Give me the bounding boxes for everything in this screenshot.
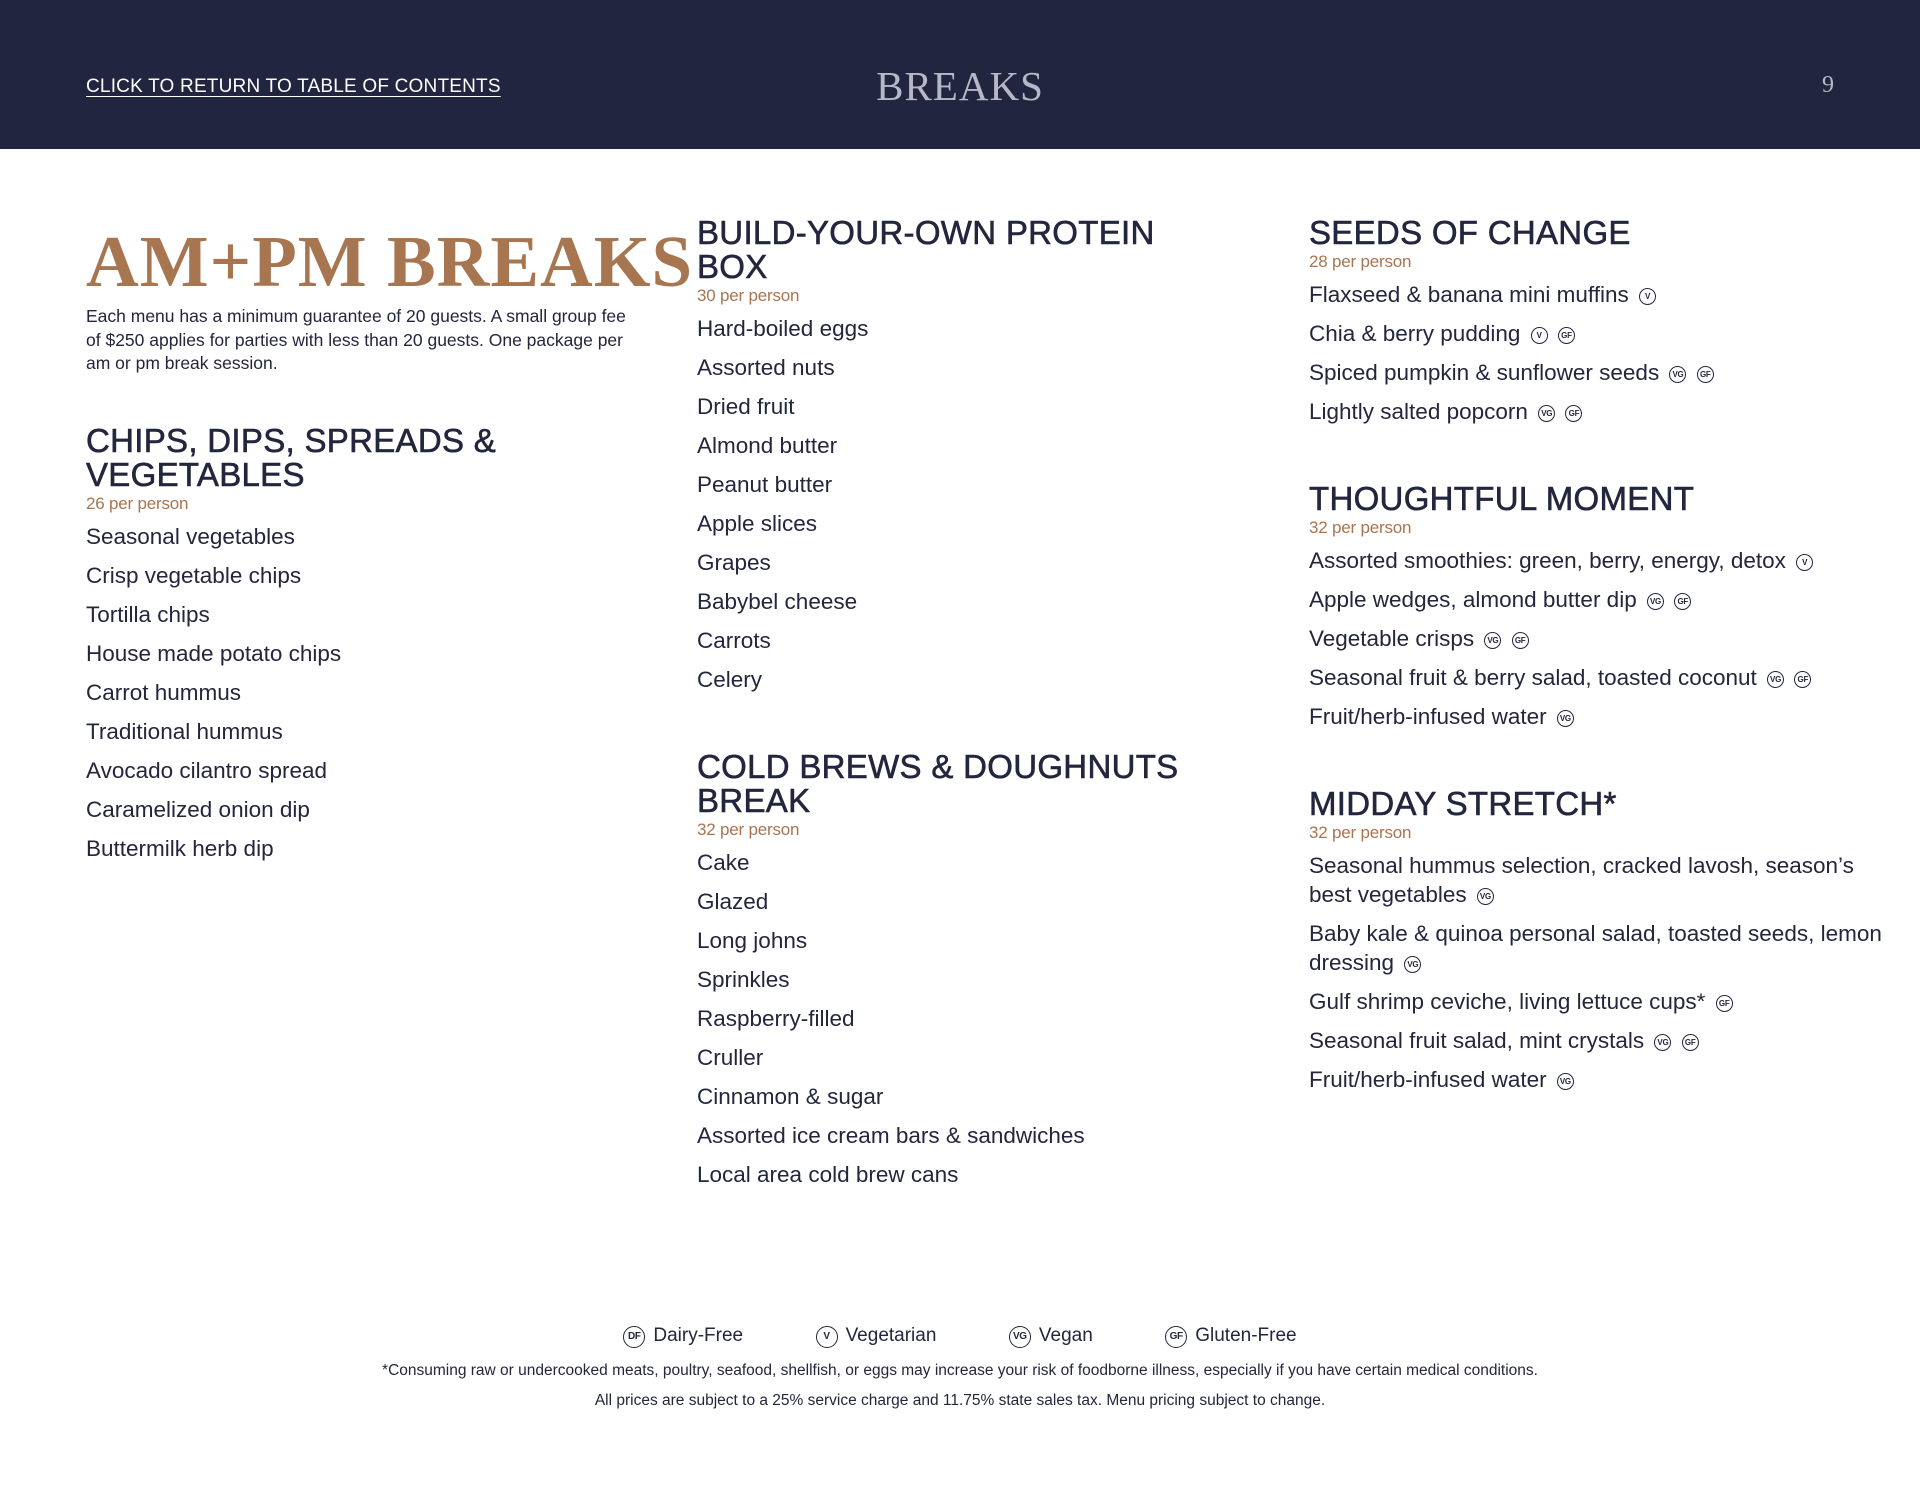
section-price: 32 per person <box>1309 823 1412 842</box>
vegetarian-icon: V <box>1639 288 1656 305</box>
menu-item-text: Grapes <box>697 550 771 575</box>
section-title: COLD BREWS & DOUGHNUTS BREAK <box>697 748 1179 819</box>
menu-item-text: Spiced pumpkin & sunflower seeds <box>1309 360 1660 385</box>
item-list <box>1309 851 1889 1094</box>
page-number: 9 <box>1822 72 1834 98</box>
menu-item <box>1309 663 1889 692</box>
vegan-icon: VG <box>1557 710 1574 727</box>
menu-item <box>1309 546 1889 575</box>
menu-item <box>86 678 646 707</box>
gluten-free-icon: GF <box>1565 405 1582 422</box>
section-midday-stretch <box>1309 787 1889 1104</box>
dietary-legend <box>0 1325 1920 1348</box>
legend-label: Dairy-Free <box>653 1325 744 1346</box>
menu-item-text: Seasonal vegetables <box>86 524 295 549</box>
gluten-free-icon: GF <box>1697 366 1714 383</box>
menu-item <box>1309 397 1889 426</box>
vegan-icon: VG <box>1477 888 1494 905</box>
vegan-icon: VG <box>1767 671 1784 688</box>
vegan-icon: VG <box>1654 1034 1671 1051</box>
menu-item <box>697 1004 1227 1033</box>
menu-item <box>697 509 1227 538</box>
legend-label: Vegan <box>1038 1325 1093 1346</box>
toc-link[interactable]: CLICK TO RETURN TO TABLE OF CONTENTS <box>86 76 501 97</box>
menu-item <box>697 926 1227 955</box>
item-list <box>697 848 1227 1189</box>
menu-item <box>1309 319 1889 348</box>
menu-item <box>86 756 646 785</box>
gluten-free-icon: GF <box>1558 327 1575 344</box>
section-title: THOUGHTFUL MOMENT <box>1309 480 1695 517</box>
dairy-free-icon: DF <box>623 1326 645 1348</box>
menu-item <box>1309 919 1889 977</box>
menu-item <box>697 353 1227 382</box>
menu-item <box>697 1043 1227 1072</box>
section-title: BUILD-YOUR-OWN PROTEIN BOX <box>697 214 1155 285</box>
menu-item-text: Raspberry-filled <box>697 1006 855 1031</box>
vegan-icon: VG <box>1009 1326 1031 1348</box>
section-title: MIDDAY STRETCH* <box>1309 785 1617 822</box>
menu-item <box>86 600 646 629</box>
raw-food-footnote: *Consuming raw or undercooked meats, poultry, seafood, shellfish, or eggs may increase your risk of foodborne illness, especially if you have certain medical conditions. <box>382 1362 1538 1379</box>
menu-item <box>697 587 1227 616</box>
section-price: 32 per person <box>697 820 800 839</box>
menu-item <box>697 1121 1227 1150</box>
section-title: CHIPS, DIPS, SPREADS & VEGETABLES <box>86 422 497 493</box>
menu-item <box>697 965 1227 994</box>
menu-item <box>86 639 646 668</box>
menu-item-text: Caramelized onion dip <box>86 797 310 822</box>
legend-item-vegetarian <box>816 1325 937 1348</box>
section-chips <box>86 424 646 873</box>
menu-item-text: Fruit/herb-infused water <box>1309 1067 1547 1092</box>
menu-item <box>1309 624 1889 653</box>
menu-item-text: Lightly salted popcorn <box>1309 399 1528 424</box>
menu-item <box>86 834 646 863</box>
gluten-free-icon: GF <box>1165 1326 1187 1348</box>
menu-item <box>697 470 1227 499</box>
menu-item <box>697 1160 1227 1189</box>
vegan-icon: VG <box>1484 632 1501 649</box>
section-protein-box <box>697 216 1227 704</box>
menu-item <box>697 1082 1227 1111</box>
menu-item-text: Baby kale & quinoa personal salad, toasted seeds, lemon dressing <box>1309 921 1882 975</box>
menu-item-text: Avocado cilantro spread <box>86 758 327 783</box>
menu-item-text: Celery <box>697 667 763 692</box>
section-price: 26 per person <box>86 494 189 513</box>
menu-item-text: Fruit/herb-infused water <box>1309 704 1547 729</box>
menu-item <box>86 795 646 824</box>
menu-item-text: Cruller <box>697 1045 764 1070</box>
legend-label: Gluten-Free <box>1195 1325 1297 1346</box>
menu-item <box>1309 702 1889 731</box>
legend-label: Vegetarian <box>845 1325 937 1346</box>
menu-item-text: Long johns <box>697 928 808 953</box>
section-price: 30 per person <box>697 286 800 305</box>
menu-item <box>1309 1065 1889 1094</box>
menu-item <box>1309 358 1889 387</box>
gluten-free-icon: GF <box>1674 593 1691 610</box>
section-title: SEEDS OF CHANGE <box>1309 214 1631 251</box>
item-list <box>86 522 646 863</box>
menu-item-text: Babybel cheese <box>697 589 858 614</box>
vegan-icon: VG <box>1404 956 1421 973</box>
menu-item <box>697 314 1227 343</box>
menu-item <box>86 522 646 551</box>
menu-item <box>697 392 1227 421</box>
item-list <box>1309 546 1889 731</box>
vegan-icon: VG <box>1557 1073 1574 1090</box>
menu-item-text: Peanut butter <box>697 472 833 497</box>
menu-item <box>697 665 1227 694</box>
menu-item <box>1309 1026 1889 1055</box>
menu-item-text: House made potato chips <box>86 641 342 666</box>
menu-item-text: Assorted smoothies: green, berry, energy, detox <box>1309 548 1786 573</box>
menu-item <box>1309 585 1889 614</box>
menu-item-text: Almond butter <box>697 433 838 458</box>
gluten-free-icon: GF <box>1512 632 1529 649</box>
menu-item-text: Tortilla chips <box>86 602 210 627</box>
intro-text: Each menu has a minimum guarantee of 20 guests. A small group fee of $250 applies for parties with less than 20 guests. One package per am or pm break session. <box>86 306 626 373</box>
menu-item <box>697 626 1227 655</box>
menu-item-text: Flaxseed & banana mini muffins <box>1309 282 1629 307</box>
menu-item-text: Sprinkles <box>697 967 790 992</box>
menu-item-text: Carrot hummus <box>86 680 242 705</box>
menu-item-text: Assorted nuts <box>697 355 835 380</box>
item-list <box>1309 280 1889 426</box>
menu-item-text: Traditional hummus <box>86 719 283 744</box>
menu-item-text: Dried fruit <box>697 394 795 419</box>
menu-item <box>86 561 646 590</box>
vegetarian-icon: V <box>1796 554 1813 571</box>
menu-item-text: Buttermilk herb dip <box>86 836 274 861</box>
vegan-icon: VG <box>1669 366 1686 383</box>
menu-item-text: Apple slices <box>697 511 818 536</box>
legend-item-dairy-free <box>623 1325 743 1348</box>
header-bar <box>0 0 1920 149</box>
menu-item-text: Assorted ice cream bars & sandwiches <box>697 1123 1085 1148</box>
menu-item-text: Local area cold brew cans <box>697 1162 959 1187</box>
menu-item <box>1309 987 1889 1016</box>
menu-item <box>697 887 1227 916</box>
menu-item-text: Hard-boiled eggs <box>697 316 869 341</box>
legend-item-vegan <box>1009 1325 1093 1348</box>
section-thoughtful-moment <box>1309 482 1889 741</box>
page-title: BREAKS <box>876 63 1044 109</box>
menu-item-text: Cake <box>697 850 750 875</box>
legend-item-gluten-free <box>1165 1325 1296 1348</box>
menu-item-text: Carrots <box>697 628 771 653</box>
gluten-free-icon: GF <box>1716 995 1733 1012</box>
menu-item <box>86 717 646 746</box>
menu-item-text: Cinnamon & sugar <box>697 1084 884 1109</box>
menu-item <box>1309 280 1889 309</box>
menu-item-text: Seasonal fruit & berry salad, toasted coconut <box>1309 665 1757 690</box>
pricing-footnote: All prices are subject to a 25% service charge and 11.75% state sales tax. Menu pricing subject to change. <box>594 1392 1326 1409</box>
menu-item-text: Chia & berry pudding <box>1309 321 1521 346</box>
menu-item-text: Seasonal fruit salad, mint crystals <box>1309 1028 1645 1053</box>
menu-item <box>697 431 1227 460</box>
gluten-free-icon: GF <box>1682 1034 1699 1051</box>
gluten-free-icon: GF <box>1794 671 1811 688</box>
section-cold-brews <box>697 750 1227 1199</box>
vegetarian-icon: V <box>1531 327 1548 344</box>
vegetarian-icon: V <box>816 1326 838 1348</box>
section-seeds-of-change <box>1309 216 1889 436</box>
menu-item <box>697 848 1227 877</box>
menu-item <box>1309 851 1889 909</box>
item-list <box>697 314 1227 694</box>
menu-item-text: Crisp vegetable chips <box>86 563 302 588</box>
menu-item-text: Vegetable crisps <box>1309 626 1475 651</box>
main-title: AM+PM BREAKS <box>86 221 694 302</box>
section-price: 28 per person <box>1309 252 1412 271</box>
vegan-icon: VG <box>1538 405 1555 422</box>
menu-item-text: Apple wedges, almond butter dip <box>1309 587 1637 612</box>
menu-item <box>697 548 1227 577</box>
section-price: 32 per person <box>1309 518 1412 537</box>
vegan-icon: VG <box>1647 593 1664 610</box>
menu-item-text: Glazed <box>697 889 769 914</box>
menu-item-text: Seasonal hummus selection, cracked lavosh, season’s best vegetables <box>1309 853 1854 907</box>
menu-item-text: Gulf shrimp ceviche, living lettuce cups* <box>1309 989 1706 1014</box>
